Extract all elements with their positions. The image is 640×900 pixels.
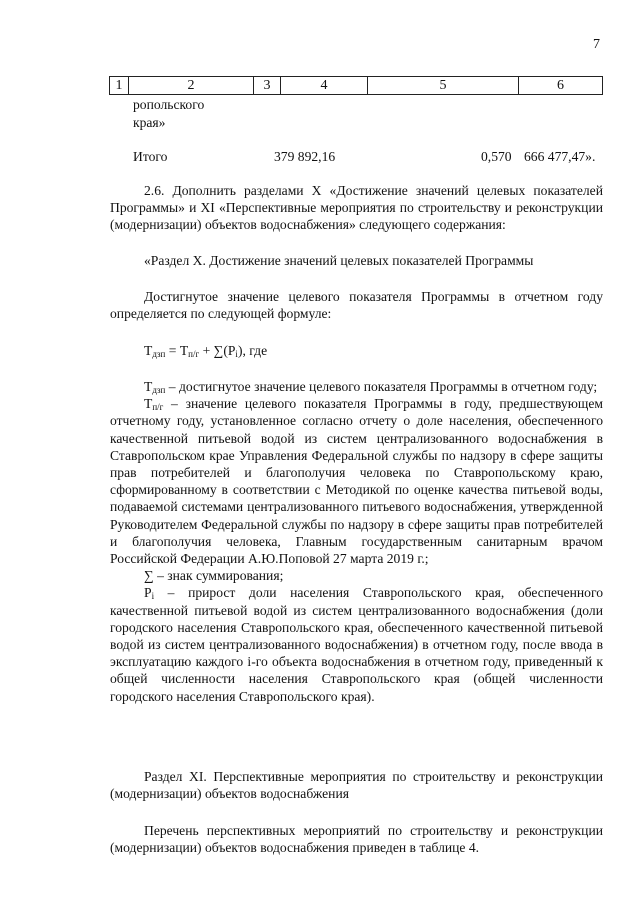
- table-header-cell: 3: [254, 77, 281, 95]
- section-10-title: [110, 252, 603, 269]
- table-header-cell: 4: [281, 77, 368, 95]
- definitions: [110, 378, 603, 705]
- total-value: 379 892,16: [274, 149, 336, 164]
- definition-pi: $P_i$ – прирост доли населения Ставропольского края, обеспеченного качественной питьевой водой из систем централизованного водоснабжения (доли городского населения Ставропольского края, обеспеченного качественной питьевой водой из систем централизованного водоснабжения) в отчетном году, после ввода в эксплуатацию каждого i-го объекта водоснабжения в отчетном году, приведенный к общей численности населения Ставропольского края (общей численности городского населения Ставропольского края).: [110, 585, 604, 704]
- table-header-cell: 1: [110, 77, 129, 95]
- paragraph-intro: [110, 288, 603, 322]
- paragraph-text: 2.6. Дополнить разделами X «Достижение значений целевых показателей Программы» и XI «Перспективные мероприятия по строительству и реконструкции (модернизации) объектов водоснабжения» следующего содержания:: [110, 183, 603, 233]
- definition-sum: ∑ – знак суммирования;: [144, 568, 284, 584]
- section-title-text: «Раздел X. Достижение значений целевых показателей Программы: [144, 253, 534, 268]
- total-value: 666 477,47».: [524, 149, 596, 164]
- fragment-line: ропольского: [133, 97, 205, 112]
- section-title-text: Раздел XI. Перспективные мероприятия по строительству и реконструкции (модернизации) объектов водоснабжения: [110, 769, 603, 802]
- paragraph-text: Перечень перспективных мероприятий по строительству и реконструкции (модернизации) объектов водоснабжения приведен в таблице 4.: [110, 823, 603, 856]
- table-header-cell: 5: [368, 77, 519, 95]
- table-fragment: [133, 96, 204, 132]
- definition-t-dzp: $T_{дзп}$ – достигнутое значение целевого показателя Программы в отчетном году;: [144, 379, 598, 395]
- table-header-cell: 6: [519, 77, 603, 95]
- definition-t-pg: $T_{п/г}$ – значение целевого показателя Программы в году, предшествующем отчетному году, установленное согласно отчету о доле населения, обеспеченного качественной питьевой водой из систем централизованного водоснабжения в Ставропольском крае Управления Федеральной службы по надзору в сфере защиты прав потребителей и благополучия человека по Ставропольскому краю, сформированному в соответствии с Методикой по оценке качества питьевой воды, подаваемой системами централизованного питьевого водоснабжения, утвержденной Руководителем Федеральной службы по надзору в сфере защиты прав потребителей и благополучия человека, Главным государственным санитарным врачом Российской Федерации А.Ю.Поповой 27 марта 2019 г.;: [110, 396, 603, 567]
- total-value: 0,570: [481, 149, 512, 164]
- fragment-line: края»: [133, 115, 166, 130]
- table-header: [109, 76, 603, 95]
- total-label: Итого: [133, 149, 168, 164]
- page-number: 7: [593, 37, 600, 52]
- paragraph-last: [110, 822, 603, 856]
- paragraph-text: Достигнутое значение целевого показателя Программы в отчетном году определяется по следующей формуле:: [110, 289, 603, 322]
- section-11-title: [110, 768, 603, 802]
- table-header-cell: 2: [129, 77, 254, 95]
- formula: [110, 342, 603, 359]
- formula-text: $T_{дзп} = T_{п/г} + \sum(P_i)$, где: [144, 343, 268, 359]
- paragraph-2-6: [110, 182, 603, 234]
